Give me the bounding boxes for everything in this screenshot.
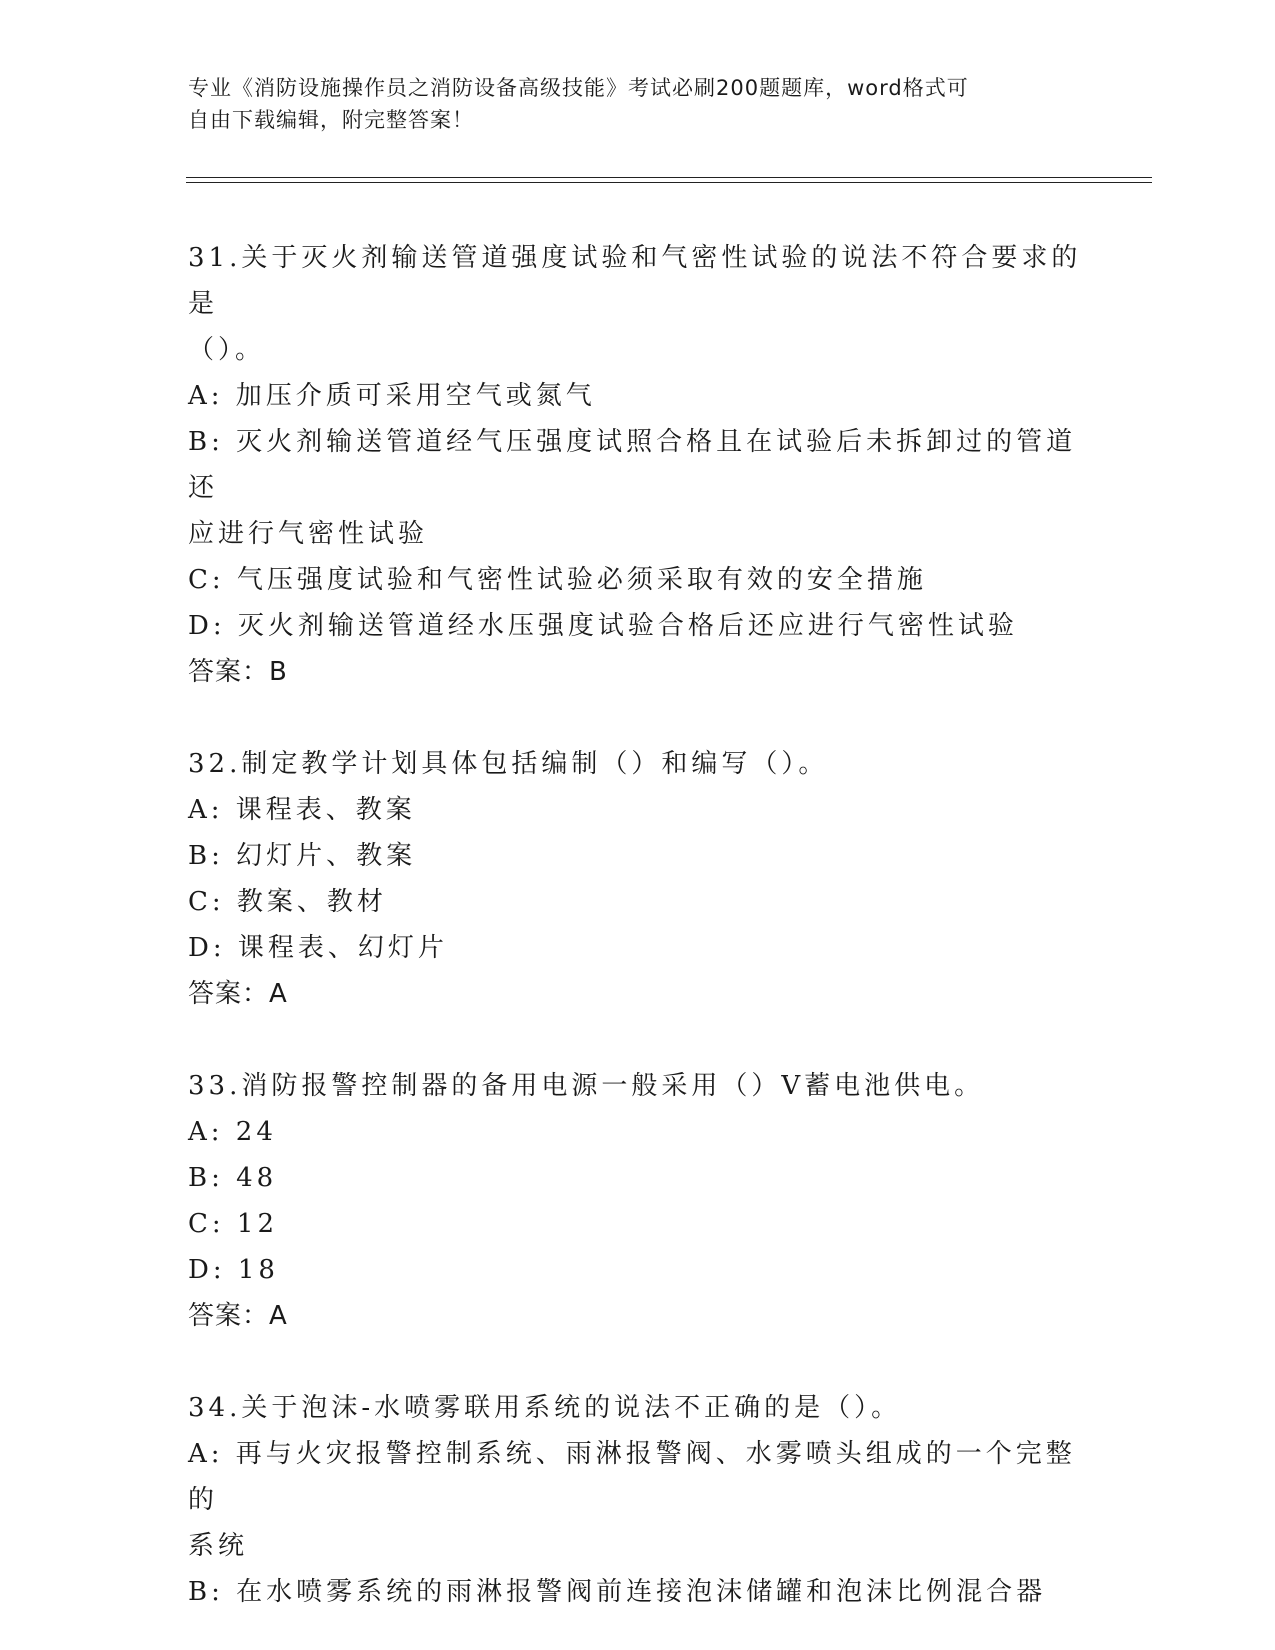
question-32 (188, 741, 1088, 1017)
answer: 答案：A (188, 1301, 288, 1331)
option-d: D: 灭火剂输送管道经水压强度试验合格后还应进行气密性试验 (188, 611, 1018, 641)
question-stem: 34.关于泡沫-水喷雾联用系统的说法不正确的是（）。 (188, 1393, 902, 1423)
question-33 (188, 1063, 1088, 1339)
option-b: B: 在水喷雾系统的雨淋报警阀前连接泡沫储罐和泡沫比例混合器 (188, 1577, 1047, 1607)
answer: 答案：A (188, 979, 288, 1009)
header-divider-top (186, 177, 1152, 178)
question-stem: 32.制定教学计划具体包括编制（）和编写（）。 (188, 749, 829, 779)
option-a: A: 再与火灾报警控制系统、雨淋报警阀、水雾喷头组成的一个完整的 (188, 1439, 1076, 1515)
option-d: D: 18 (188, 1255, 279, 1285)
question-31 (188, 235, 1088, 695)
option-a: A: 加压介质可采用空气或氮气 (188, 381, 596, 411)
header-divider-bottom (186, 182, 1152, 183)
option-c: C: 教案、教材 (188, 887, 387, 917)
option-a-continued: 系统 (188, 1531, 249, 1561)
option-b-continued: 应进行气密性试验 (188, 519, 429, 549)
header-line-2: 自由下载编辑，附完整答案！ (188, 108, 474, 132)
question-34 (188, 1385, 1088, 1615)
question-stem: 31.关于灭火剂输送管道强度试验和气密性试验的说法不符合要求的是 (188, 243, 1082, 319)
answer: 答案：B (188, 657, 288, 687)
question-list (188, 235, 1088, 1615)
document-header (188, 72, 1088, 136)
question-stem-continued: （）。 (188, 335, 266, 365)
option-c: C: 气压强度试验和气密性试验必须采取有效的安全措施 (188, 565, 927, 595)
header-line-1: 专业《消防设施操作员之消防设备高级技能》考试必刷200题题库，word格式可 (188, 76, 969, 100)
option-d: D: 课程表、幻灯片 (188, 933, 448, 963)
option-c: C: 12 (188, 1209, 279, 1239)
option-b: B: 灭火剂输送管道经气压强度试照合格且在试验后未拆卸过的管道还 (188, 427, 1077, 503)
option-a: A: 课程表、教案 (188, 795, 416, 825)
question-stem: 33.消防报警控制器的备用电源一般采用（）V蓄电池供电。 (188, 1071, 985, 1101)
option-b: B: 48 (188, 1163, 278, 1193)
option-b: B: 幻灯片、教案 (188, 841, 417, 871)
option-a: A: 24 (188, 1117, 277, 1147)
